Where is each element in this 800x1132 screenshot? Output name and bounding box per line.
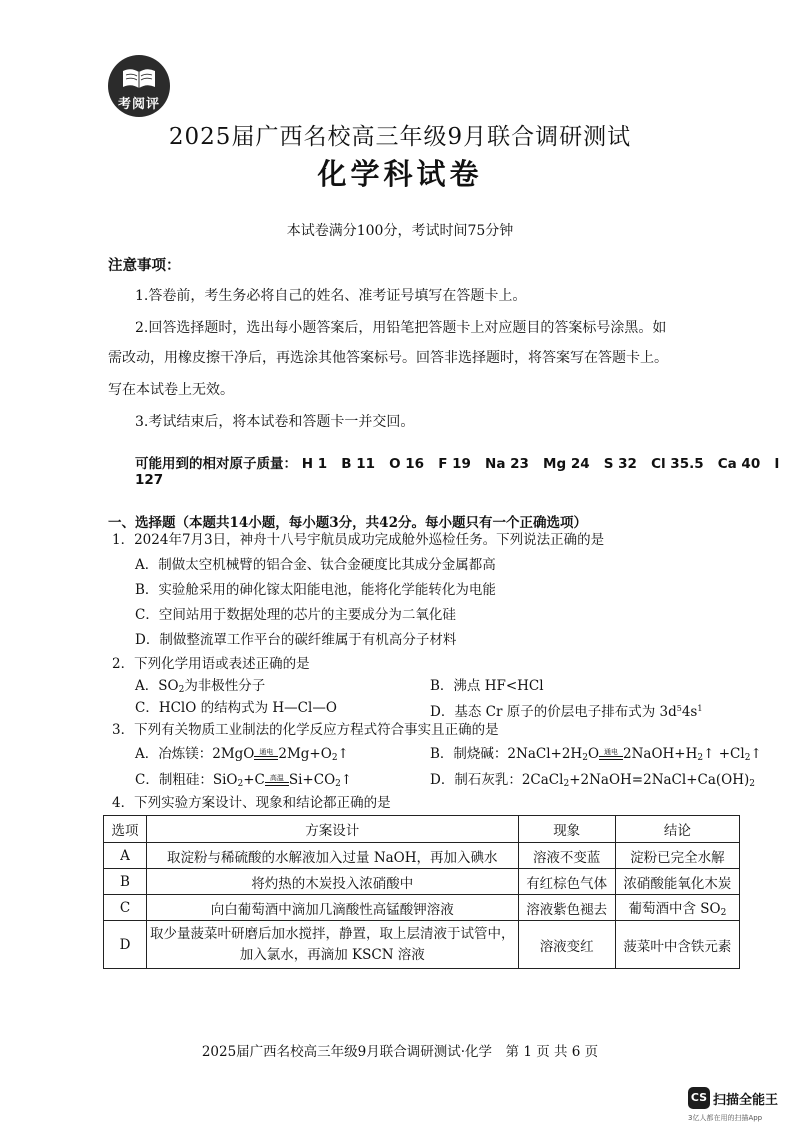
text: D．基态 Cr 原子的价层电子排布式为 3d [430, 704, 677, 720]
option-cell: A [104, 843, 147, 869]
reaction-condition [254, 749, 278, 760]
subscript: 2 [237, 779, 244, 789]
header-cell: 现象 [518, 816, 615, 843]
text: 2NaOH+H [623, 746, 698, 762]
text: +2NaOH=2NaCl+Ca(OH) [569, 772, 750, 788]
text: O [587, 746, 600, 762]
equal-sign [254, 756, 278, 760]
text: +C [243, 772, 265, 788]
note-2-line-1: 2.回答选择题时，选出每小题答案后，用铅笔把答题卡上对应题目的答案标号涂黑。如 [135, 320, 667, 336]
conclusion-cell: 菠菜叶中含铁元素 [615, 921, 739, 969]
gas-arrow: ↑ [337, 746, 349, 762]
note-2-line-2: 需改动，用橡皮擦干净后，再选涂其他答案标号。回答非选择题时，将答案写在答题卡上。 [108, 350, 668, 366]
scanner-tagline: 3亿人都在用的扫描App [688, 1114, 763, 1122]
atomic-item: B 11 [341, 456, 375, 472]
q1-option-a: A．制做太空机械臂的铝合金、钛合金硬度比其成分金属都高 [135, 557, 496, 573]
subscript: 2 [720, 908, 727, 918]
text: A．冶炼镁：2MgO [135, 746, 255, 762]
q3-stem: 3．下列有关物质工业制法的化学反应方程式符合事实且正确的是 [112, 722, 499, 738]
q1-option-c: C．空间站用于数据处理的芯片的主要成分为二氧化硅 [135, 607, 456, 623]
exam-meta: 本试卷满分100分，考试时间75分钟 [286, 223, 514, 239]
subject-title: 化学科试卷 [317, 157, 483, 191]
superscript: 5 [676, 704, 682, 713]
conclusion-cell: 浓硝酸能氧化木炭 [615, 869, 739, 895]
option-cell: C [104, 895, 147, 921]
q1-stem: 1．2024年7月3日，神舟十八号宇航员成功完成舱外巡检任务。下列说法正确的是 [112, 532, 605, 548]
notes-heading: 注意事项： [108, 257, 181, 274]
plan-cell [147, 921, 519, 969]
subscript: 2 [697, 753, 704, 763]
q2-option-d [430, 700, 702, 721]
subscript: 2 [744, 753, 751, 763]
superscript: 1 [697, 704, 703, 713]
option-cell: D [104, 921, 147, 969]
plan-cell: 取淀粉与稀硫酸的水解液加入过量 NaOH，再加入碘水 [147, 843, 519, 869]
atomic-item: S 32 [603, 456, 637, 472]
subscript: 2 [335, 779, 341, 789]
plan-cell: 将灼热的木炭投入浓硝酸中 [147, 869, 519, 895]
atomic-item: Ca 40 [717, 456, 761, 472]
table-row [104, 869, 740, 895]
scanner-watermark [688, 1087, 779, 1122]
condition-label: 通电 [259, 748, 274, 756]
option-cell: B [104, 869, 147, 895]
phenomenon-cell: 溶液变红 [518, 921, 615, 969]
table-row [104, 843, 740, 869]
subscript: 2 [582, 753, 588, 763]
text: 为非极性分子 [184, 678, 266, 694]
q2-stem: 2．下列化学用语或表述正确的是 [112, 656, 310, 672]
reaction-condition [599, 749, 623, 760]
atomic-masses [135, 452, 800, 488]
header-cell: 结论 [615, 816, 739, 843]
condition-label: 通电 [604, 748, 619, 756]
phenomenon-cell: 溶液不变蓝 [518, 843, 615, 869]
subscript: 2 [563, 779, 570, 789]
text: Si+CO [288, 772, 336, 788]
header-cell: 选项 [104, 816, 147, 843]
reaction-condition [265, 775, 289, 786]
note-1: 1.答卷前，考生务必将自己的姓名、准考证号填写在答题卡上。 [135, 288, 527, 304]
conclusion-cell [615, 895, 739, 921]
atomic-item: Cl 35.5 [651, 456, 704, 472]
scanner-logo: CS [688, 1087, 710, 1109]
atomic-label: 可能用到的相对原子质量： [135, 456, 297, 472]
exam-title: 2025届广西名校高三年级9月联合调研测试 [168, 124, 632, 150]
atomic-item: F 19 [438, 456, 471, 472]
q2-option-b: B．沸点 HF<HCl [430, 678, 544, 694]
q1-option-b: B．实验舱采用的砷化镓太阳能电池，能将化学能转化为电能 [135, 582, 496, 598]
text: C．制粗硅：SiO [135, 772, 238, 788]
equal-sign [599, 756, 623, 760]
atomic-item: O 16 [389, 456, 425, 472]
plan-line: 取少量菠菜叶研磨后加水搅拌，静置，取上层清液于试管中， [150, 925, 515, 942]
q3-option-d [430, 772, 755, 793]
plan-cell: 向白葡萄酒中滴加几滴酸性高锰酸钾溶液 [147, 895, 519, 921]
subscript: 2 [178, 685, 185, 695]
q4-stem: 4．下列实验方案设计、现象和结论都正确的是 [112, 795, 391, 811]
logo-text: 考阅评 [117, 97, 160, 112]
q1-option-d: D．制做整流罩工作平台的碳纤维属于有机高分子材料 [135, 632, 457, 648]
atomic-item: Na 23 [485, 456, 529, 472]
table-header-row [104, 816, 740, 843]
section-1-heading: 一、选择题（本题共14小题，每小题3分，共42分。每小题只有一个正确选项） [108, 515, 587, 531]
table-row [104, 921, 740, 969]
q3-option-a [135, 746, 349, 767]
gas-arrow: ↑ [750, 746, 762, 762]
note-2-line-3: 写在本试卷上无效。 [108, 382, 234, 398]
condition-label: 高温 [269, 774, 284, 782]
atomic-item: H 1 [301, 456, 328, 472]
header-cell: 方案设计 [147, 816, 519, 843]
text: 2Mg+O [278, 746, 332, 762]
equal-sign [265, 782, 289, 786]
text: A．SO [135, 678, 179, 694]
text: D．制石灰乳：2CaCl [430, 772, 564, 788]
q2-option-c: C．HClO 的结构式为 H—Cl—O [135, 700, 337, 716]
note-3: 3.考试结束后，将本试卷和答题卡一并交回。 [135, 414, 415, 430]
conclusion-cell: 淀粉已完全水解 [615, 843, 739, 869]
table-row [104, 895, 740, 921]
subscript: 2 [331, 753, 338, 763]
scanner-name: 扫描全能王 [713, 1092, 779, 1108]
q3-option-c [135, 772, 352, 793]
q2-option-a [135, 678, 265, 699]
page-footer: 2025届广西名校高三年级9月联合调研测试·化学 第 1 页 共 6 页 [201, 1044, 599, 1060]
text: B．制烧碱：2NaCl+2H [430, 746, 583, 762]
open-book-icon [121, 67, 157, 89]
gas-arrow: ↑ [340, 772, 353, 788]
subscript: 2 [749, 779, 755, 789]
phenomenon-cell: 有红棕色气体 [518, 869, 615, 895]
text: 4s [681, 704, 698, 720]
exam-logo [108, 55, 170, 117]
atomic-item: Mg 24 [543, 456, 590, 472]
q3-option-b [430, 746, 762, 767]
text: ↑ +Cl [703, 746, 745, 762]
plan-line: 加入氯水，再滴加 KSCN 溶液 [239, 946, 425, 963]
phenomenon-cell: 溶液紫色褪去 [518, 895, 615, 921]
atomic-item: I 127 [135, 456, 780, 488]
q4-table [103, 815, 740, 969]
text: 葡萄酒中含 SO [628, 901, 721, 917]
